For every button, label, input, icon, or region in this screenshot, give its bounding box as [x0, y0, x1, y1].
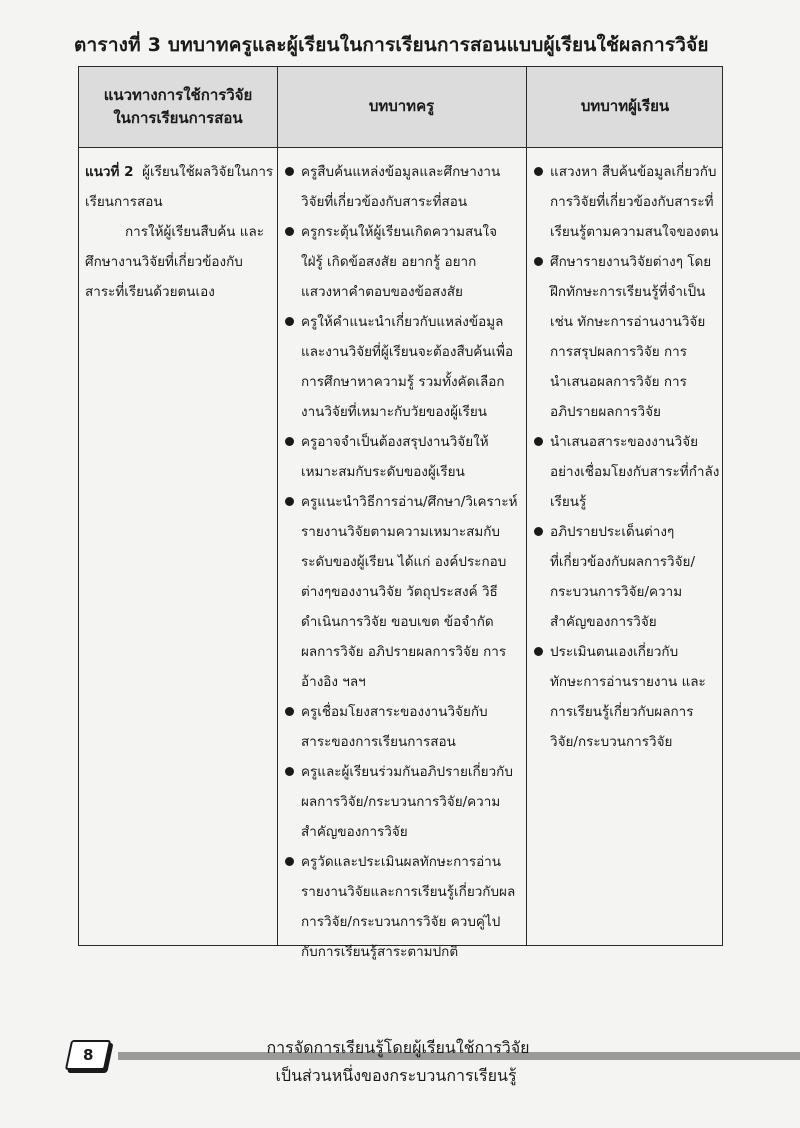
bullet-icon — [285, 707, 294, 716]
learner-role-item — [534, 637, 716, 757]
teacher-role-item-line: งานวิจัยที่เหมาะกับวัยของผู้เรียน — [301, 404, 488, 420]
teacher-role-item-line: รายงานวิจัยตามความเหมาะสมกับ — [301, 524, 501, 540]
learner-role-item-line: วิจัย/กระบวนการวิจัย — [550, 734, 673, 750]
learner-role-item-line: เรียนรู้ตามความสนใจของตน — [550, 224, 719, 240]
footer-title: การจัดการเรียนรู้โดยผู้เรียนใช้การวิจัย — [266, 1038, 530, 1057]
teacher-role-item-line: ครูให้คำแนะนำเกี่ยวกับแหล่งข้อมูล — [301, 314, 504, 330]
learner-role-item-line: อภิปรายประเด็นต่างๆ — [550, 524, 675, 540]
teacher-role-item-line: รายงานวิจัยและการเรียนรู้เกี่ยวกับผล — [301, 884, 516, 900]
teacher-role-item-line: ครูสืบค้นแหล่งข้อมูลและศึกษางาน — [301, 164, 501, 180]
bullet-icon — [285, 497, 294, 506]
teacher-role-item-line: สำคัญของการวิจัย — [301, 824, 408, 840]
learner-role-item-line: การสรุปผลการวิจัย การ — [550, 344, 687, 360]
learner-role-item — [534, 517, 716, 637]
learner-role-list — [534, 157, 720, 757]
learner-role-item-line: กระบวนการวิจัย/ความ — [550, 584, 683, 600]
teacher-role-item-line: ครูอาจจำเป็นต้องสรุปงานวิจัยให้ — [301, 434, 489, 450]
teacher-role-item-line: ระดับของผู้เรียน ได้แก่ องค์ประกอบ — [301, 554, 507, 570]
bullet-icon — [534, 257, 543, 266]
approach-line: เรียนการสอน — [85, 194, 163, 210]
teacher-role-item — [285, 217, 518, 307]
bullet-icon — [285, 857, 294, 866]
teacher-role-item-line: ผลการวิจัย อภิปรายผลการวิจัย การ — [301, 644, 507, 660]
bullet-icon — [285, 167, 294, 176]
teacher-role-item — [285, 847, 518, 967]
teacher-role-item-line: ต่างๆของงานวิจัย วัตถุประสงค์ วิธี — [301, 584, 498, 600]
bullet-icon — [534, 527, 543, 536]
teacher-role-list — [285, 157, 518, 967]
teacher-role-item-line: เหมาะสมกับระดับของผู้เรียน — [301, 464, 465, 480]
approach-label: แนวที่ 2 — [85, 164, 134, 180]
teacher-role-item-line: วิจัยที่เกี่ยวข้องกับสาระที่สอน — [301, 194, 468, 210]
page-number: 8 — [82, 1046, 94, 1064]
approach-cell — [79, 147, 277, 945]
learner-role-item-line: นำเสนอผลการวิจัย การ — [550, 374, 687, 390]
teacher-role-item-line: แสวงหาคำตอบของข้อสงสัย — [301, 284, 463, 300]
teacher-role-item — [285, 427, 518, 487]
teacher-role-item-line: ครูวัดและประเมินผลทักษะการอ่าน — [301, 854, 501, 870]
approach-line: สาระที่เรียนด้วยตนเอง — [85, 284, 215, 300]
roles-table — [78, 66, 723, 960]
bullet-icon — [285, 437, 294, 446]
learner-role-item — [534, 247, 716, 427]
teacher-role-item-line: ครูแนะนำวิธีการอ่าน/ศึกษา/วิเคราะห์ — [301, 494, 518, 510]
teacher-role-item-line: ดำเนินการวิจัย ขอบเขต ข้อจำกัด — [301, 614, 494, 630]
bullet-icon — [534, 437, 543, 446]
teacher-role-item-line: ครูกระตุ้นให้ผู้เรียนเกิดความสนใจ — [301, 224, 497, 240]
learner-role-item-line: อย่างเชื่อมโยงกับสาระที่กำลัง — [550, 464, 720, 480]
bullet-icon — [285, 767, 294, 776]
approach-line: การให้ผู้เรียนสืบค้น และ — [125, 224, 264, 240]
teacher-role-item-line: ใฝ่รู้ เกิดข้อสงสัย อยากรู้ อยาก — [301, 254, 477, 270]
learner-role-item-line: ทักษะการอ่านรายงาน และ — [550, 674, 706, 690]
teacher-role-item — [285, 157, 518, 217]
header-learner-role: บทบาทผู้เรียน — [580, 97, 670, 116]
learner-role-item-line: แสวงหา สืบค้นข้อมูลเกี่ยวกับ — [550, 164, 717, 180]
bullet-icon — [534, 167, 543, 176]
teacher-role-item-line: กับการเรียนรู้สาระตามปกติ — [301, 944, 459, 960]
learner-role-item-line: การวิจัยที่เกี่ยวข้องกับสาระที่ — [550, 194, 714, 210]
approach-text: ผู้เรียนใช้ผลวิจัยในการ — [142, 164, 274, 180]
teacher-role-item — [285, 307, 518, 427]
teacher-role-item-line: ผลการวิจัย/กระบวนการวิจัย/ความ — [301, 794, 501, 810]
approach-line — [85, 157, 274, 187]
learner-role-item-line: การเรียนรู้เกี่ยวกับผลการ — [550, 704, 694, 720]
header-teacher-role: บทบาทครู — [368, 97, 435, 116]
bullet-icon — [285, 317, 294, 326]
learner-role-item-line: ศึกษารายงานวิจัยต่างๆ โดย — [550, 254, 712, 270]
teacher-role-item-line: ครูและผู้เรียนร่วมกันอภิปรายเกี่ยวกับ — [301, 764, 513, 780]
teacher-role-item — [285, 757, 518, 847]
learner-role-cell — [526, 147, 724, 945]
learner-role-item — [534, 157, 719, 247]
bullet-icon — [534, 647, 543, 656]
learner-role-item-line: เช่น ทักษะการอ่านงานวิจัย — [550, 314, 706, 330]
teacher-role-item-line: การศึกษาหาความรู้ รวมทั้งคัดเลือก — [301, 374, 505, 390]
approach-line: ศึกษางานวิจัยที่เกี่ยวข้องกับ — [85, 254, 243, 270]
header-approach-line: ในการเรียนการสอน — [113, 109, 243, 127]
header-approach-line: แนวทางการใช้การวิจัย — [103, 85, 253, 104]
learner-role-item — [534, 427, 720, 517]
teacher-role-cell — [277, 147, 526, 960]
learner-role-item-line: ประเมินตนเองเกี่ยวกับ — [550, 644, 679, 660]
teacher-role-item-line: อ้างอิง ฯลฯ — [301, 674, 366, 690]
footer-subtitle: เป็นส่วนหนึ่งของกระบวนการเรียนรู้ — [275, 1066, 517, 1085]
learner-role-item-line: เรียนรู้ — [550, 494, 587, 510]
table-title: ตารางที่ 3 บทบาทครูและผู้เรียนในการเรียนการสอนแบบผู้เรียนใช้ผลการวิจัย — [74, 34, 709, 56]
learner-role-item-line: ฝึกทักษะการเรียนรู้ที่จำเป็น — [550, 284, 706, 300]
teacher-role-item-line: และงานวิจัยที่ผู้เรียนจะต้องสืบค้นเพื่อ — [301, 344, 514, 360]
header-approach — [79, 67, 277, 147]
teacher-role-item-line: การวิจัย/กระบวนการวิจัย ควบคู่ไป — [301, 914, 501, 930]
bullet-icon — [285, 227, 294, 236]
teacher-role-item — [285, 697, 518, 757]
learner-role-item-line: สำคัญของการวิจัย — [550, 614, 657, 630]
learner-role-item-line: นำเสนอสาระของงานวิจัย — [550, 434, 699, 450]
teacher-role-item-line: ครูเชื่อมโยงสาระของงานวิจัยกับ — [301, 704, 488, 720]
teacher-role-item-line: สาระของการเรียนการสอน — [301, 734, 456, 750]
learner-role-item-line: ที่เกี่ยวข้องกับผลการวิจัย/ — [550, 554, 695, 570]
learner-role-item-line: อภิปรายผลการวิจัย — [550, 404, 661, 420]
teacher-role-item — [285, 487, 518, 697]
